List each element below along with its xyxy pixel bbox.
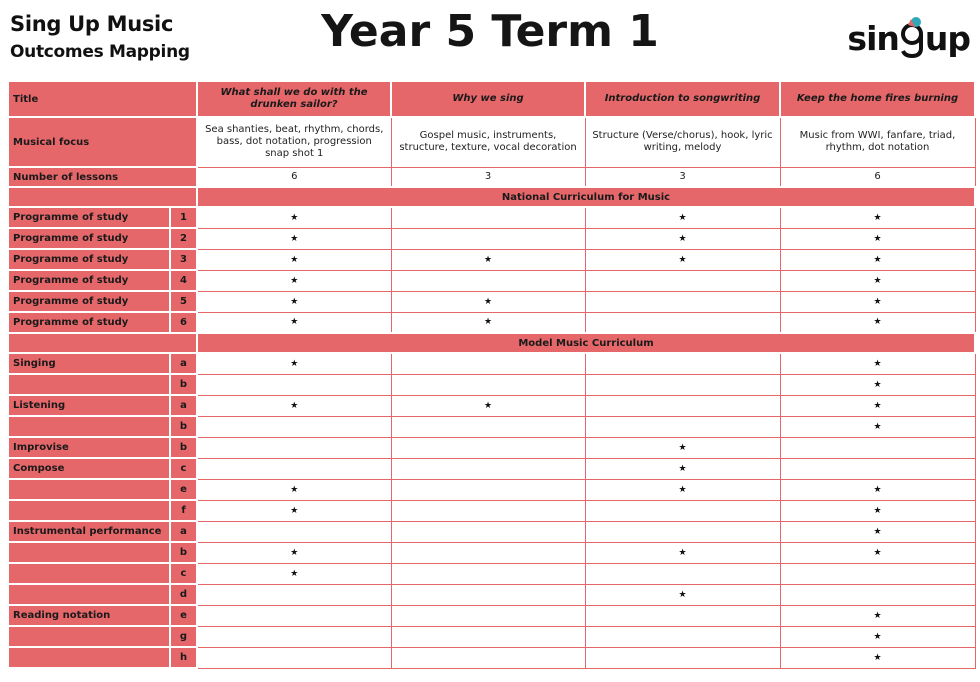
star-icon: ★ [678, 254, 687, 265]
star-icon: ★ [873, 610, 882, 621]
mapping-cell [391, 626, 585, 647]
lessons-label: Number of lessons [8, 167, 197, 187]
outcome-row [8, 521, 975, 542]
star-icon: ★ [290, 505, 299, 516]
mapping-cell [780, 291, 975, 312]
band-spacer [8, 187, 197, 207]
mapping-cell [197, 228, 391, 249]
mapping-cell [585, 605, 780, 626]
unit-lessons: 3 [391, 167, 585, 187]
mapping-cell [197, 312, 391, 333]
outcome-label: Programme of study [8, 207, 170, 228]
star-icon: ★ [873, 254, 882, 265]
mapping-cell [391, 249, 585, 270]
mapping-cell [780, 312, 975, 333]
outcome-label [8, 479, 170, 500]
star-icon: ★ [678, 463, 687, 474]
mapping-cell [197, 458, 391, 479]
star-icon: ★ [290, 400, 299, 411]
outcome-code: b [170, 416, 197, 437]
mapping-cell [391, 542, 585, 563]
outcome-code: g [170, 626, 197, 647]
outcome-label [8, 542, 170, 563]
mapping-cell [197, 416, 391, 437]
star-icon: ★ [873, 547, 882, 558]
star-icon: ★ [290, 254, 299, 265]
mapping-cell [585, 312, 780, 333]
mapping-cell [197, 374, 391, 395]
mapping-cell [197, 584, 391, 605]
outcome-row [8, 312, 975, 333]
star-icon: ★ [873, 379, 882, 390]
unit-focus: Gospel music, instruments, structure, texture, vocal decoration [391, 117, 585, 167]
mapping-cell [391, 437, 585, 458]
mapping-cell [780, 416, 975, 437]
outcome-row [8, 395, 975, 416]
brand-subtitle: Outcomes Mapping [10, 42, 190, 62]
mapping-cell [780, 542, 975, 563]
outcome-code: e [170, 479, 197, 500]
star-icon: ★ [290, 233, 299, 244]
logo-text-right: up [924, 18, 970, 58]
star-icon: ★ [483, 400, 493, 411]
outcome-row [8, 500, 975, 521]
mapping-cell [780, 228, 975, 249]
star-icon: ★ [678, 212, 687, 223]
mapping-cell [197, 647, 391, 668]
unit-lessons: 3 [585, 167, 780, 187]
mapping-cell [391, 416, 585, 437]
star-icon: ★ [290, 358, 299, 369]
mapping-cell [391, 291, 585, 312]
mapping-cell [391, 500, 585, 521]
star-icon: ★ [290, 568, 299, 579]
mapping-cell [197, 270, 391, 291]
star-icon: ★ [873, 358, 882, 369]
mapping-cell [391, 458, 585, 479]
star-icon: ★ [483, 254, 493, 265]
mapping-cell [391, 563, 585, 584]
star-icon: ★ [873, 233, 882, 244]
outcome-code: c [170, 458, 197, 479]
unit-lessons: 6 [197, 167, 391, 187]
page-header [0, 0, 980, 78]
focus-row [8, 117, 975, 167]
star-icon: ★ [873, 275, 882, 286]
mapping-cell [780, 584, 975, 605]
star-icon: ★ [873, 400, 882, 411]
star-icon: ★ [873, 212, 882, 223]
outcome-row [8, 228, 975, 249]
star-icon: ★ [483, 296, 493, 307]
logo-text-left: sin [847, 18, 899, 58]
outcome-code: e [170, 605, 197, 626]
nc-band-label: National Curriculum for Music [197, 187, 975, 207]
mapping-cell [585, 249, 780, 270]
outcome-code: f [170, 500, 197, 521]
outcome-code: 6 [170, 312, 197, 333]
outcome-label: Programme of study [8, 249, 170, 270]
mapping-cell [780, 500, 975, 521]
mapping-cell [585, 207, 780, 228]
outcome-row [8, 416, 975, 437]
mapping-cell [780, 395, 975, 416]
mapping-cell [585, 291, 780, 312]
mapping-cell [585, 437, 780, 458]
unit-focus: Sea shanties, beat, rhythm, chords, bass, dot notation, progression snap shot 1 [197, 117, 391, 167]
outcome-row [8, 207, 975, 228]
star-icon: ★ [873, 484, 882, 495]
mapping-cell [780, 437, 975, 458]
outcome-label: Programme of study [8, 270, 170, 291]
star-icon: ★ [873, 317, 882, 328]
outcome-row [8, 458, 975, 479]
outcome-code: d [170, 584, 197, 605]
mapping-cell [585, 395, 780, 416]
mapping-cell [197, 542, 391, 563]
mmc-band-row [8, 333, 975, 353]
star-icon: ★ [290, 484, 299, 495]
outcome-code: a [170, 521, 197, 542]
mapping-cell [585, 374, 780, 395]
brand-title: Sing Up Music [10, 12, 174, 36]
mapping-cell [780, 647, 975, 668]
mapping-cell [585, 353, 780, 374]
outcome-code: 3 [170, 249, 197, 270]
outcome-code: b [170, 437, 197, 458]
outcome-label [8, 647, 170, 668]
outcome-row [8, 563, 975, 584]
outcome-code: 4 [170, 270, 197, 291]
lessons-row [8, 167, 975, 187]
star-icon: ★ [873, 526, 882, 537]
mapping-cell [585, 542, 780, 563]
star-icon: ★ [873, 631, 882, 642]
outcome-row [8, 270, 975, 291]
sing-up-logo [847, 14, 970, 62]
outcomes-table [7, 80, 976, 669]
mapping-cell [585, 647, 780, 668]
mapping-cell [585, 500, 780, 521]
outcome-code: b [170, 374, 197, 395]
outcome-row [8, 584, 975, 605]
mapping-cell [197, 563, 391, 584]
outcome-code: b [170, 542, 197, 563]
mapping-cell [780, 207, 975, 228]
star-icon: ★ [873, 652, 882, 663]
mapping-cell [780, 270, 975, 291]
unit-focus: Structure (Verse/chorus), hook, lyric writing, melody [585, 117, 780, 167]
star-icon: ★ [290, 212, 299, 223]
page-title: Year 5 Term 1 [321, 6, 659, 57]
outcome-label [8, 626, 170, 647]
outcome-label: Reading notation [8, 605, 170, 626]
star-icon: ★ [290, 317, 299, 328]
mapping-cell [391, 521, 585, 542]
outcome-row [8, 605, 975, 626]
outcome-code: 5 [170, 291, 197, 312]
mapping-cell [391, 312, 585, 333]
outcome-code: a [170, 395, 197, 416]
outcome-label [8, 584, 170, 605]
mapping-cell [197, 605, 391, 626]
title-label: Title [8, 81, 197, 117]
mapping-cell [585, 563, 780, 584]
unit-lessons: 6 [780, 167, 975, 187]
mapping-cell [391, 647, 585, 668]
star-icon: ★ [678, 484, 687, 495]
mapping-cell [197, 249, 391, 270]
mapping-cell [585, 416, 780, 437]
mapping-cell [391, 270, 585, 291]
mapping-cell [585, 479, 780, 500]
mapping-cell [585, 626, 780, 647]
star-icon: ★ [290, 547, 299, 558]
outcome-row [8, 291, 975, 312]
mapping-cell [780, 521, 975, 542]
outcome-row [8, 626, 975, 647]
outcome-label [8, 500, 170, 521]
unit-title: What shall we do with the drunken sailor? [197, 81, 391, 117]
outcome-label: Improvise [8, 437, 170, 458]
star-icon: ★ [290, 275, 299, 286]
title-row [8, 81, 975, 117]
mapping-cell [391, 395, 585, 416]
outcome-label: Compose [8, 458, 170, 479]
unit-title: Introduction to songwriting [585, 81, 780, 117]
microphone-g-icon [899, 16, 925, 60]
outcome-row [8, 353, 975, 374]
mapping-cell [197, 353, 391, 374]
star-icon: ★ [873, 296, 882, 307]
mapping-cell [585, 228, 780, 249]
mapping-cell [197, 291, 391, 312]
outcome-label: Listening [8, 395, 170, 416]
mapping-cell [391, 207, 585, 228]
outcome-code: h [170, 647, 197, 668]
outcome-row [8, 647, 975, 668]
mapping-cell [391, 228, 585, 249]
mapping-cell [780, 626, 975, 647]
outcome-label: Programme of study [8, 228, 170, 249]
star-icon: ★ [678, 442, 687, 453]
mapping-cell [780, 374, 975, 395]
star-icon: ★ [678, 589, 687, 600]
star-icon: ★ [873, 505, 882, 516]
outcome-label [8, 416, 170, 437]
mapping-cell [197, 207, 391, 228]
mapping-cell [391, 353, 585, 374]
star-icon: ★ [873, 421, 882, 432]
mapping-cell [197, 626, 391, 647]
outcome-code: c [170, 563, 197, 584]
mapping-cell [391, 584, 585, 605]
nc-band-row [8, 187, 975, 207]
mapping-cell [197, 479, 391, 500]
star-icon: ★ [483, 317, 493, 328]
outcome-row [8, 374, 975, 395]
star-icon: ★ [678, 233, 687, 244]
mapping-cell [780, 353, 975, 374]
unit-title: Keep the home fires burning [780, 81, 975, 117]
focus-label: Musical focus [8, 117, 197, 167]
outcome-code: 2 [170, 228, 197, 249]
outcome-label: Singing [8, 353, 170, 374]
mapping-cell [197, 500, 391, 521]
mapping-cell [391, 605, 585, 626]
mapping-cell [197, 521, 391, 542]
star-icon: ★ [678, 547, 687, 558]
outcome-row [8, 479, 975, 500]
mapping-cell [391, 479, 585, 500]
mapping-cell [780, 479, 975, 500]
unit-focus: Music from WWI, fanfare, triad, rhythm, dot notation [780, 117, 975, 167]
outcomes-table-body [8, 81, 975, 668]
unit-title: Why we sing [391, 81, 585, 117]
mapping-cell [585, 584, 780, 605]
outcome-label: Instrumental performance [8, 521, 170, 542]
outcome-row [8, 542, 975, 563]
mapping-cell [585, 458, 780, 479]
mmc-band-label: Model Music Curriculum [197, 333, 975, 353]
mapping-cell [780, 605, 975, 626]
mapping-cell [780, 563, 975, 584]
mapping-cell [780, 458, 975, 479]
mapping-cell [585, 270, 780, 291]
mapping-cell [391, 374, 585, 395]
star-icon: ★ [290, 296, 299, 307]
mapping-cell [585, 521, 780, 542]
outcome-row [8, 437, 975, 458]
outcome-row [8, 249, 975, 270]
mapping-cell [197, 437, 391, 458]
outcome-label [8, 563, 170, 584]
band-spacer [8, 333, 197, 353]
outcome-code: 1 [170, 207, 197, 228]
outcome-label [8, 374, 170, 395]
outcome-label: Programme of study [8, 291, 170, 312]
mapping-cell [780, 249, 975, 270]
mapping-cell [197, 395, 391, 416]
outcome-label: Programme of study [8, 312, 170, 333]
outcome-code: a [170, 353, 197, 374]
